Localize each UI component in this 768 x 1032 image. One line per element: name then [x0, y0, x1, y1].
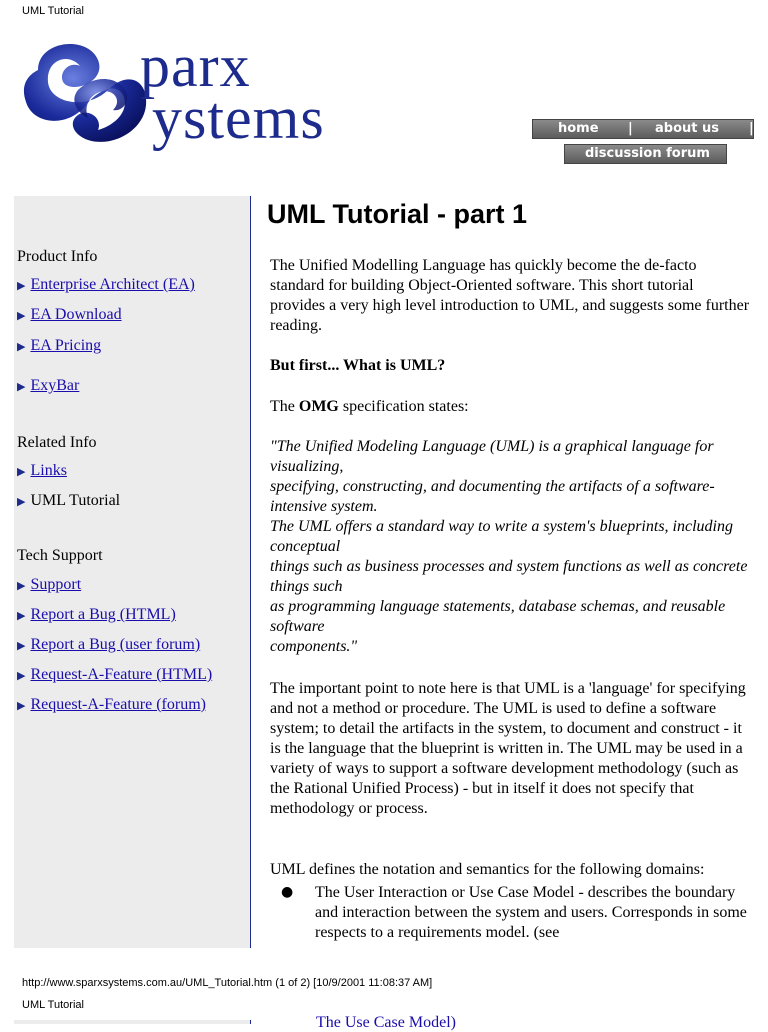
omg-bold: OMG [298, 398, 339, 415]
sidebar-heading-product: Product Info [17, 248, 98, 265]
domains-paragraph: UML defines the notation and semantics for the following domains: [270, 861, 705, 878]
intro-paragraph: The Unified Modelling Language has quickly become the de-facto standard for building Object-Oriented software. This short tutorial provides a very high level introduction to UML, and suggests some further reading. [270, 257, 750, 334]
arrow-right-icon: ▶ [17, 669, 26, 682]
nav-forum-link[interactable]: discussion forum [585, 146, 710, 161]
important-paragraph: The important point to note here is that UML is a 'language' for specifying and not a method or procedure. The UML is used to define a software system; to detail the artifacts in the system, to document and construct - it is the language that the blueprint is written in. The UML may be used in a variety of ways to support a software development methodology (such as the Rational Unified Process) - but in itself it does not specify that methodology or process. [270, 680, 746, 817]
arrow-right-icon: ▶ [17, 465, 26, 478]
sidebar-item[interactable] [17, 666, 212, 684]
sidebar-item[interactable] [17, 306, 122, 324]
sidebar-link-bug-html[interactable]: Report a Bug (HTML) [30, 606, 176, 623]
sidebar-item-current [17, 492, 120, 510]
sidebar-heading-related: Related Info [17, 434, 97, 451]
swirl-logo-icon [18, 30, 158, 160]
footer-title: UML Tutorial [22, 999, 84, 1011]
sidebar-link-feature-forum[interactable]: Request-A-Feature (forum) [30, 696, 206, 713]
top-nav-bar [532, 119, 754, 139]
quote-line: "The Unified Modeling Language (UML) is a graphical language for visualizing, [270, 438, 714, 475]
arrow-right-icon: ▶ [17, 309, 26, 322]
cut-off-text: The Use Case Model) [316, 1014, 456, 1031]
sidebar-link-links[interactable]: Links [30, 462, 67, 479]
logo-text-parx: parx [140, 33, 251, 99]
omg-paragraph [270, 397, 752, 417]
bullet-use-case: The User Interaction or Use Case Model - describes the boundary and interaction between the system and users. Corresponds in some respects to a requirements model. (see [315, 884, 747, 941]
sidebar-item[interactable] [17, 696, 206, 714]
sidebar-continuation [14, 1020, 251, 1024]
page-title: UML Tutorial - part 1 [267, 199, 528, 229]
arrow-right-icon: ▶ [17, 380, 26, 393]
sidebar-item[interactable] [17, 462, 67, 480]
forum-nav-bar [564, 144, 727, 164]
subhead-text: But first... What is UML? [270, 357, 446, 374]
omg-pre: The [270, 398, 299, 415]
sparx-logo[interactable] [18, 30, 398, 160]
arrow-right-icon: ▶ [17, 495, 26, 508]
sidebar-item[interactable] [17, 276, 195, 294]
sidebar [14, 196, 251, 948]
sidebar-link-feature-html[interactable]: Request-A-Feature (HTML) [30, 666, 213, 683]
nav-about-link[interactable]: about us [655, 121, 719, 136]
sidebar-item[interactable] [17, 606, 176, 624]
sidebar-link-ea[interactable]: Enterprise Architect (EA) [30, 276, 195, 293]
sidebar-item[interactable] [17, 337, 101, 355]
sidebar-link-ea-download[interactable]: EA Download [30, 306, 122, 323]
sidebar-heading-tech: Tech Support [17, 547, 103, 564]
sidebar-item[interactable] [17, 636, 200, 654]
bullet-icon: ● [281, 884, 294, 900]
subhead [270, 356, 752, 376]
arrow-right-icon: ▶ [17, 699, 26, 712]
arrow-right-icon: ▶ [17, 579, 26, 592]
quote-line: things such as business processes and system functions as well as concrete things such [270, 558, 748, 595]
sidebar-item[interactable] [17, 377, 79, 395]
nav-separator: | [749, 121, 754, 136]
quote-line: components." [270, 638, 358, 655]
arrow-right-icon: ▶ [17, 279, 26, 292]
sidebar-current-uml: UML Tutorial [30, 492, 121, 509]
arrow-right-icon: ▶ [17, 340, 26, 353]
arrow-right-icon: ▶ [17, 639, 26, 652]
sidebar-link-bug-forum[interactable]: Report a Bug (user forum) [30, 636, 201, 653]
footer-url: http://www.sparxsystems.com.au/UML_Tutorial.htm (1 of 2) [10/9/2001 11:08:37 AM] [22, 977, 433, 989]
sidebar-link-exybar[interactable]: ExyBar [30, 377, 80, 394]
nav-separator: | [628, 121, 633, 136]
logo-text-ystems: ystems [152, 85, 325, 151]
arrow-right-icon: ▶ [17, 609, 26, 622]
quote-line: as programming language statements, database schemas, and reusable software [270, 598, 726, 635]
nav-home-link[interactable]: home [558, 121, 599, 136]
quote-line: specifying, constructing, and documenting the artifacts of a software-intensive system. [270, 478, 715, 515]
sidebar-item[interactable] [17, 576, 81, 594]
omg-post: specification states: [338, 398, 469, 415]
page-header-title: UML Tutorial [22, 5, 84, 17]
omg-quote [270, 437, 752, 657]
quote-line: The UML offers a standard way to write a system's blueprints, including conceptual [270, 518, 733, 555]
sidebar-link-support[interactable]: Support [30, 576, 82, 593]
sidebar-link-ea-pricing[interactable]: EA Pricing [30, 337, 102, 354]
